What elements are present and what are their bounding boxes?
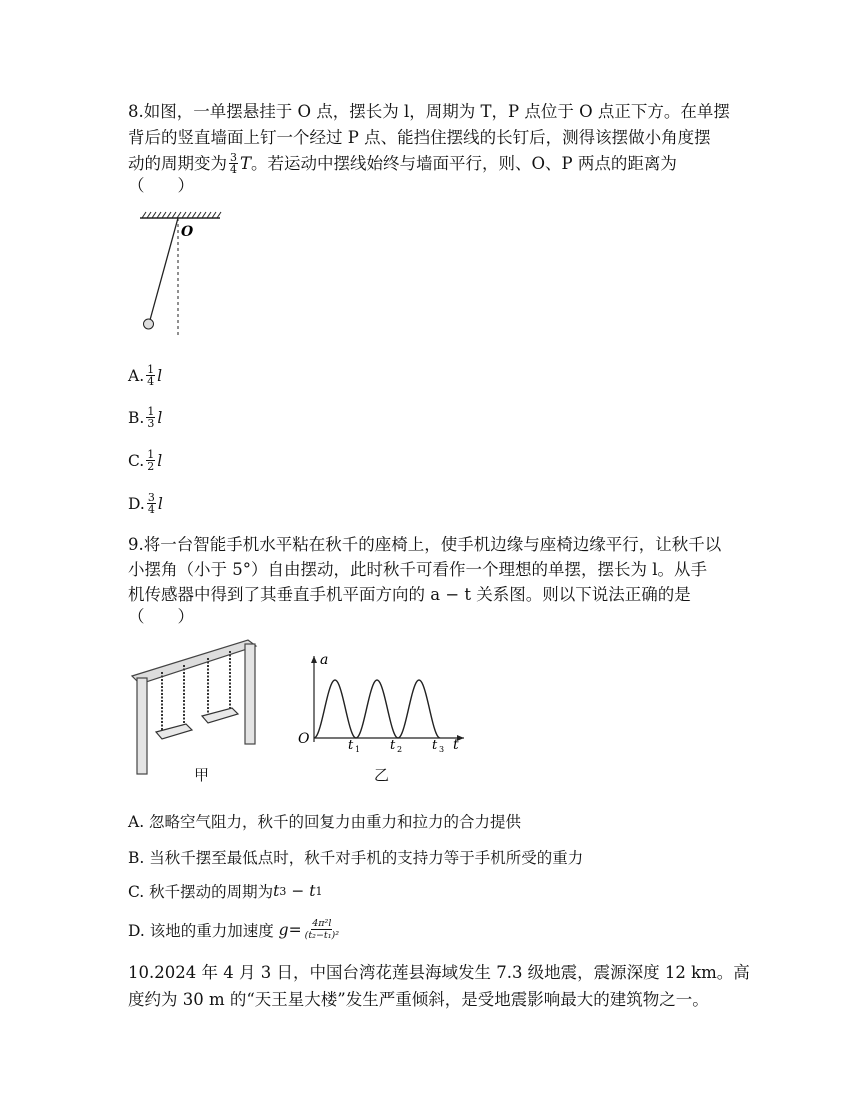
subscript: 1: [315, 884, 323, 898]
q8-option-d[interactable]: [128, 492, 163, 515]
q8-line-3: [128, 152, 677, 175]
q8-period-symbol: T: [240, 153, 252, 173]
fraction-numerator: 3: [147, 491, 155, 504]
fraction-numerator: 1: [147, 363, 155, 376]
option-variable: l: [157, 451, 163, 470]
fraction-denominator: 3: [147, 417, 155, 430]
tick-label-t2-sub: 2: [397, 745, 403, 754]
math-g: g: [278, 920, 289, 939]
fraction-denominator: (t₂−t₁)²: [304, 930, 340, 941]
q9-answer-bracket: （ ）: [128, 607, 194, 626]
equals-sign: =: [288, 920, 302, 939]
option-letter: A.: [128, 366, 145, 385]
math-t: t: [309, 882, 316, 900]
q10-line-1: 10.2024 年 4 月 3 日，中国台湾花莲县海域发生 7.3 级地震，震源深度 12 km。高: [128, 963, 750, 982]
q8-period-fraction: [229, 152, 238, 175]
fraction-denominator: 4: [147, 375, 155, 388]
q8-line-2: 背后的竖直墙面上钉一个经过 P 点、能挡住摆线的长钉后，测得该摆做小角度摆: [128, 128, 711, 147]
q9-line-3: 机传感器中得到了其垂直手机平面方向的 a − t 关系图。则以下说法正确的是: [128, 585, 691, 604]
gravity-formula-fraction: [304, 918, 340, 941]
pendulum-figure: [136, 210, 228, 340]
acceleration-curve: [314, 680, 440, 738]
option-letter: C.: [128, 451, 145, 470]
subscript: 3: [279, 884, 287, 898]
fraction-denominator: 2: [147, 460, 155, 473]
option-letter: D.: [128, 494, 145, 513]
q8-option-a[interactable]: [128, 364, 162, 387]
option-fraction: [146, 406, 155, 429]
q8-line-1: 8.如图，一单摆悬挂于 O 点，摆长为 l，周期为 T，P 点位于 O 点正下方。在单摆: [128, 102, 730, 121]
q9-option-b[interactable]: B. 当秋千摆至最低点时，秋千对手机的支持力等于手机所受的重力: [128, 849, 584, 867]
option-c-text: C. 秋千摆动的周期为: [128, 883, 274, 901]
option-variable: l: [157, 366, 163, 385]
swing-set-figure: [128, 632, 268, 777]
option-fraction: [146, 364, 155, 387]
axis-label-a: a: [320, 652, 329, 668]
fraction-denominator: 4: [147, 503, 155, 516]
q8-line-3-rest: 。若运动中摆线始终与墙面平行，则、O、P 两点的距离为: [251, 153, 677, 173]
fraction-denominator: 4: [230, 163, 237, 176]
figure-caption-yi: 乙: [374, 766, 390, 784]
fraction-numerator: 4π²l: [312, 918, 332, 929]
q8-line-3-text: 动的周期变为: [128, 153, 227, 173]
fraction-numerator: 3: [230, 151, 237, 164]
axis-label-t: t: [453, 737, 459, 753]
q9-option-a[interactable]: A. 忽略空气阻力，秋千的回复力由重力和拉力的合力提供: [128, 813, 522, 831]
option-letter: B.: [128, 408, 145, 427]
option-variable: l: [157, 408, 163, 427]
pivot-label-o: O: [181, 224, 194, 240]
q8-answer-bracket: （ ）: [128, 176, 194, 195]
q8-option-b[interactable]: [128, 406, 162, 429]
q9-option-d[interactable]: [128, 918, 342, 941]
acceleration-time-graph: [292, 650, 472, 755]
tick-label-t1: t: [348, 738, 354, 753]
q10-line-2: 度约为 30 m 的“天王星大楼”发生严重倾斜，是受地震影响最大的建筑物之一。: [128, 990, 709, 1009]
tick-label-t2: t: [390, 738, 396, 753]
origin-label: O: [298, 731, 310, 747]
math-t: t: [273, 882, 280, 900]
tick-label-t3-sub: 3: [439, 745, 445, 754]
option-fraction: [147, 492, 156, 515]
tick-label-t3: t: [432, 738, 438, 753]
fraction-numerator: 1: [147, 448, 155, 461]
q9-option-c[interactable]: [128, 880, 322, 902]
q9-line-1: 9.将一台智能手机水平粘在秋千的座椅上，使手机边缘与座椅边缘平行，让秋千以: [128, 535, 722, 554]
tick-label-t1-sub: 1: [355, 745, 361, 754]
q9-line-2: 小摆角（小于 5°）自由摆动，此时秋千可看作一个理想的单摆，摆长为 l。从手: [128, 560, 708, 579]
q8-option-c[interactable]: [128, 449, 162, 472]
fraction-numerator: 1: [147, 405, 155, 418]
option-d-text: D. 该地的重力加速度: [128, 921, 279, 940]
option-fraction: [146, 449, 155, 472]
option-variable: l: [157, 494, 163, 513]
minus-sign: −: [286, 882, 310, 900]
figure-caption-jia: 甲: [194, 766, 210, 784]
